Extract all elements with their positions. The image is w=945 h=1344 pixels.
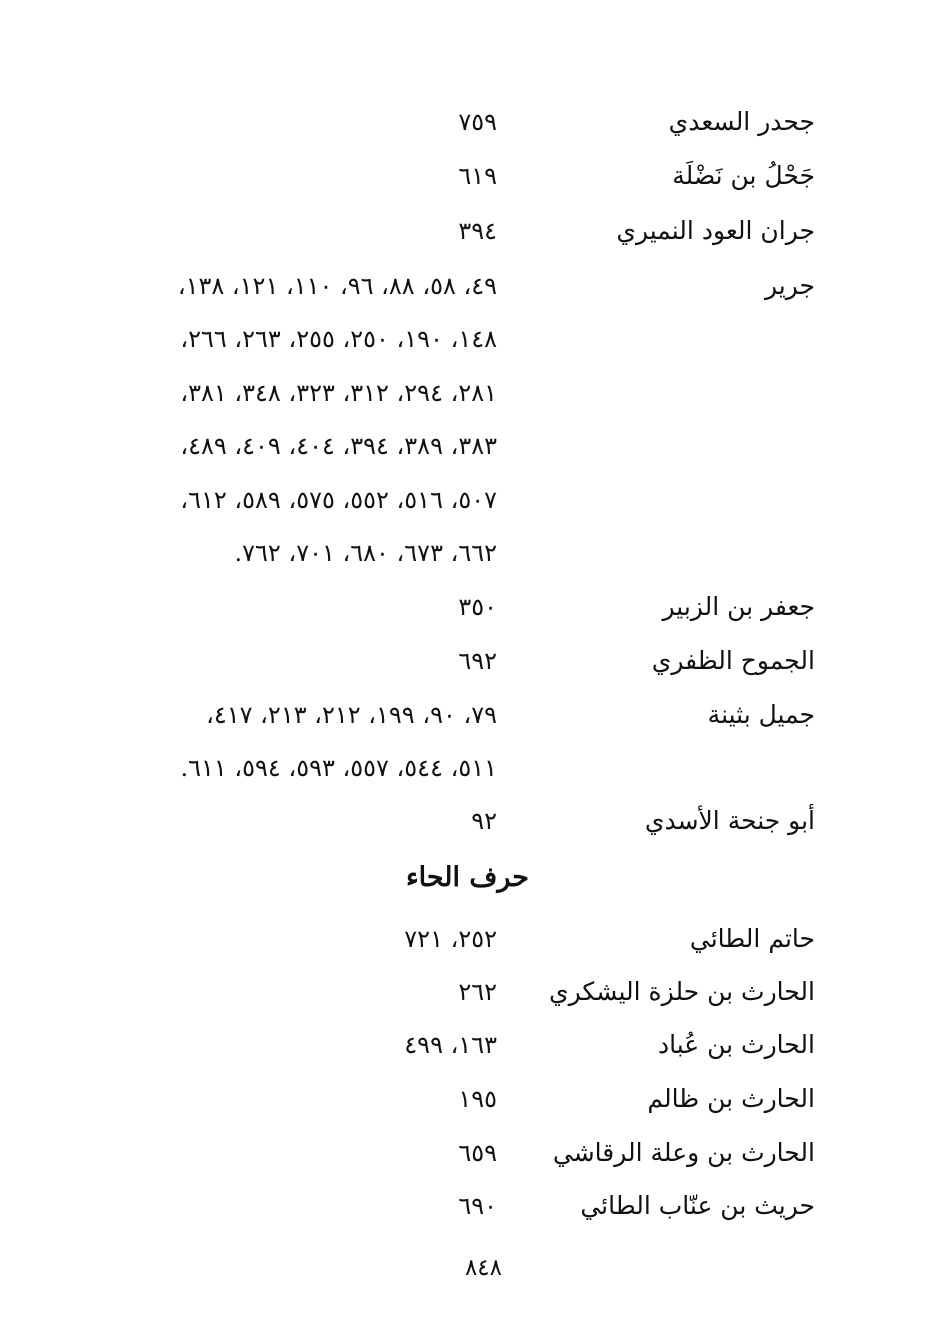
entry-pages: ٦٦٢، ٦٧٣، ٦٨٠، ٧٠١، ٧٦٢.	[234, 539, 497, 567]
index-entry	[0, 266, 945, 306]
entry-pages: ١٤٨، ١٩٠، ٢٥٠، ٢٥٥، ٢٦٣، ٢٦٦،	[180, 325, 497, 353]
entry-name: حاتم الطائي	[689, 924, 815, 953]
entry-pages: ٧٩، ٩٠، ١٩٩، ٢١٢، ٢١٣، ٤١٧،	[206, 701, 497, 729]
entry-pages: ٦٩٢	[458, 647, 497, 675]
entry-pages: ٦٥٩	[458, 1139, 497, 1167]
index-entry	[0, 919, 945, 959]
index-entry	[0, 1186, 945, 1226]
page-number: ٨٤٨	[464, 1255, 502, 1281]
index-entry-continuation	[0, 373, 945, 413]
entry-pages: ١٩٥	[458, 1085, 497, 1113]
entry-name: الجموح الظفري	[651, 646, 815, 675]
section-heading: حرف الحاء	[405, 862, 529, 893]
index-entry	[0, 156, 945, 196]
index-entry-continuation	[0, 426, 945, 466]
entry-name: الحارث بن وعلة الرقاشي	[552, 1138, 815, 1167]
index-entry-continuation	[0, 319, 945, 359]
index-entry	[0, 1133, 945, 1173]
index-entry	[0, 102, 945, 142]
entry-name: أبو جنحة الأسدي	[644, 806, 815, 835]
index-entry	[0, 1079, 945, 1119]
entry-pages: ٩٢	[471, 807, 497, 835]
index-entry	[0, 972, 945, 1012]
entry-name: حريث بن عنّاب الطائي	[580, 1191, 815, 1220]
index-entry	[0, 801, 945, 841]
entry-name: جميل بثينة	[707, 700, 815, 729]
entry-pages: ١٦٣، ٤٩٩	[404, 1031, 497, 1059]
index-entry-continuation	[0, 748, 945, 788]
entry-pages: ٢٥٢، ٧٢١	[404, 925, 497, 953]
index-entry	[0, 587, 945, 627]
index-entry	[0, 641, 945, 681]
entry-pages: ٣٥٠	[458, 593, 497, 621]
index-entry	[0, 695, 945, 735]
entry-name: الحارث بن حلزة اليشكري	[549, 977, 815, 1006]
entry-name: الحارث بن عُباد	[657, 1030, 815, 1059]
entry-name: جرير	[765, 271, 815, 300]
index-entry	[0, 1025, 945, 1065]
index-entry-continuation	[0, 480, 945, 520]
entry-pages: ٤٩، ٥٨، ٨٨، ٩٦، ١١٠، ١٢١، ١٣٨،	[177, 272, 497, 300]
entry-pages: ٢٦٢	[458, 978, 497, 1006]
entry-pages: ٢٨١، ٢٩٤، ٣١٢، ٣٢٣، ٣٤٨، ٣٨١،	[180, 379, 497, 407]
entry-name: جَحْلُ بن نَضْلَة	[672, 161, 815, 190]
entry-pages: ٥١١، ٥٤٤، ٥٥٧، ٥٩٣، ٥٩٤، ٦١١.	[180, 754, 497, 782]
entry-pages: ٦١٩	[458, 162, 497, 190]
entry-name: جران العود النميري	[616, 216, 815, 245]
entry-pages: ٥٠٧، ٥١٦، ٥٥٢، ٥٧٥، ٥٨٩، ٦١٢،	[180, 486, 497, 514]
entry-name: جعفر بن الزبير	[662, 592, 815, 621]
entry-name: الحارث بن ظالم	[647, 1084, 815, 1113]
entry-pages: ٧٥٩	[458, 108, 497, 136]
entry-name: جحدر السعدي	[668, 107, 815, 136]
entry-pages: ٦٩٠	[458, 1192, 497, 1220]
index-entry	[0, 211, 945, 251]
entry-pages: ٣٨٣، ٣٨٩، ٣٩٤، ٤٠٤، ٤٠٩، ٤٨٩،	[180, 432, 497, 460]
index-entry-continuation	[0, 533, 945, 573]
entry-pages: ٣٩٤	[458, 217, 497, 245]
